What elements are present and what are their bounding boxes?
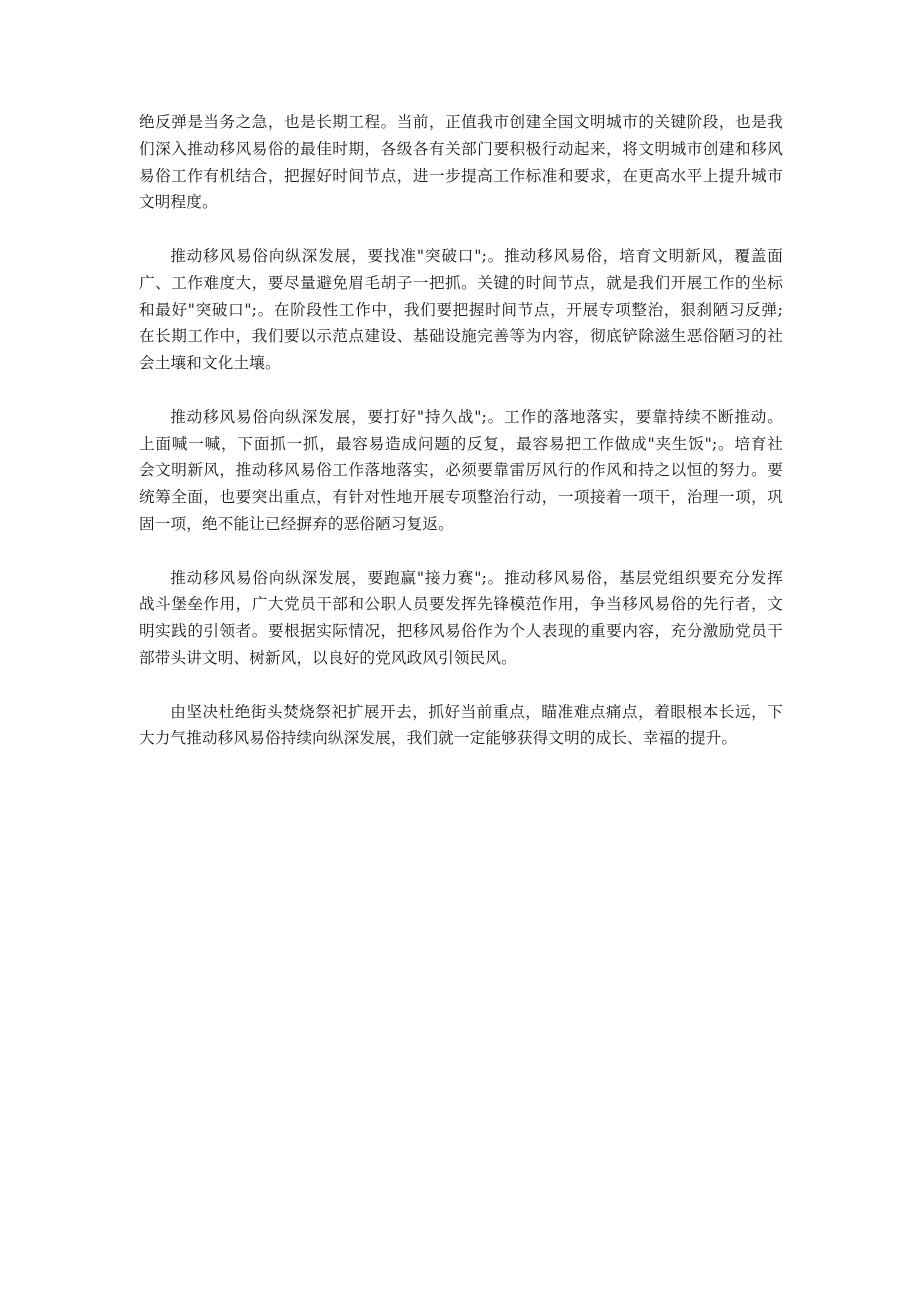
text-line: 大力气推动移风易俗持续向纵深发展，我们就一定能够获得文明的成长、幸福的提升。 bbox=[139, 729, 738, 748]
paragraph-3 bbox=[139, 404, 783, 538]
text-line: 推动移风易俗向纵深发展，要找准"突破口";。推动移风易俗，培育文明新风，覆盖面 bbox=[170, 246, 783, 265]
paragraph-2 bbox=[139, 243, 783, 377]
text-line: 文明程度。 bbox=[139, 193, 218, 212]
text-line: 由坚决杜绝街头焚烧祭祀扩展开去，抓好当前重点，瞄准难点痛点，着眼根本长远，下 bbox=[170, 702, 783, 721]
text-line: 部带头讲文明、树新风，以良好的党风政风引领民风。 bbox=[139, 648, 517, 667]
text-line: 和最好"突破口";。在阶段性工作中，我们要把握时间节点，开展专项整治，狠刹陋习反弹; bbox=[139, 300, 783, 319]
text-line: 会土壤和文化土壤。 bbox=[139, 354, 281, 373]
paragraph-4 bbox=[139, 565, 783, 672]
document-body bbox=[139, 109, 783, 779]
text-line: 绝反弹是当务之急，也是长期工程。当前，正值我市创建全国文明城市的关键阶段，也是我 bbox=[139, 113, 783, 131]
text-line: 易俗工作有机结合，把握好时间节点，进一步提高工作标准和要求，在更高水平上提升城市 bbox=[139, 166, 783, 185]
text-line: 统筹全面，也要突出重点，有针对性地开展专项整治行动，一项接着一项干，治理一项，巩 bbox=[139, 488, 783, 507]
text-line: 在长期工作中，我们要以示范点建设、基础设施完善等为内容，彻底铲除滋生恶俗陋习的社 bbox=[139, 327, 783, 346]
text-line: 上面喊一喊，下面抓一抓，最容易造成问题的反复，最容易把工作做成"夹生饭";。培育社 bbox=[139, 434, 783, 453]
text-line: 广、工作难度大，要尽量避免眉毛胡子一把抓。关键的时间节点，就是我们开展工作的坐标 bbox=[139, 273, 783, 292]
text-line: 固一项，绝不能让已经摒弃的恶俗陋习复返。 bbox=[139, 514, 454, 533]
text-line: 们深入推动移风易俗的最佳时期，各级各有关部门要积极行动起来，将文明城市创建和移风 bbox=[139, 139, 783, 158]
text-line: 推动移风易俗向纵深发展，要打好"持久战";。工作的落地落实，要靠持续不断推动。 bbox=[170, 407, 783, 426]
paragraph-5 bbox=[139, 699, 783, 753]
paragraph-1 bbox=[139, 109, 783, 216]
text-line: 推动移风易俗向纵深发展，要跑赢"接力赛";。推动移风易俗，基层党组织要充分发挥 bbox=[170, 568, 783, 587]
text-line: 会文明新风，推动移风易俗工作落地落实，必须要靠雷厉风行的作风和持之以恒的努力。要 bbox=[139, 461, 783, 480]
text-line: 明实践的引领者。要根据实际情况，把移风易俗作为个人表现的重要内容，充分激励党员干 bbox=[139, 622, 783, 641]
text-line: 战斗堡垒作用，广大党员干部和公职人员要发挥先锋模范作用，争当移风易俗的先行者，文 bbox=[139, 595, 783, 614]
